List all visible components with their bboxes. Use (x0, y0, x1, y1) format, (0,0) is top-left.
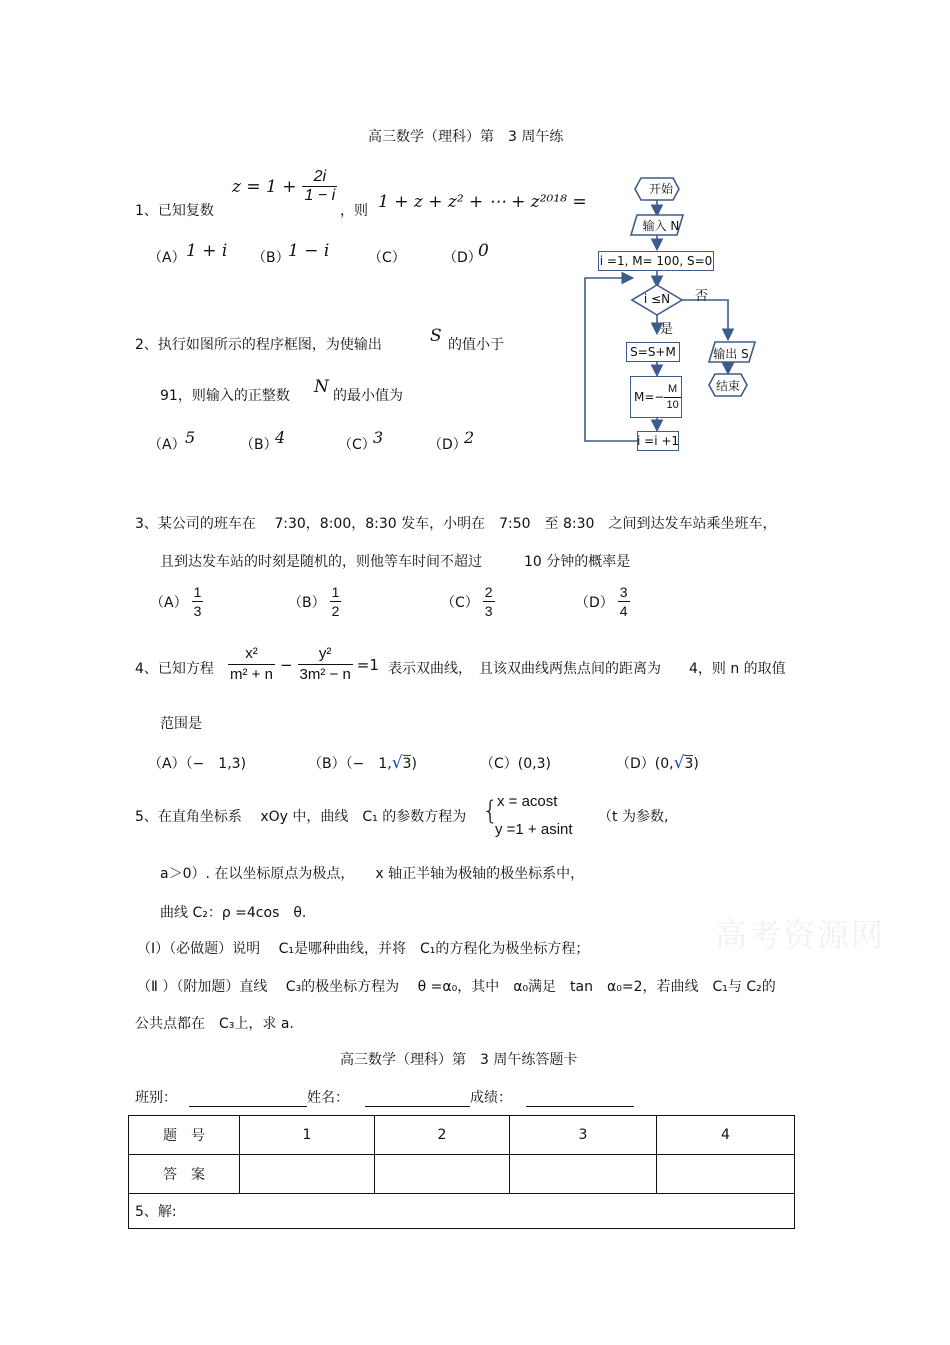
flowchart-step-divide (630, 376, 682, 418)
flowchart-step-divide-frac (664, 382, 680, 413)
q4-option-b-label: （B） (308, 756, 346, 772)
q4-option-b-value: （− 1, (345, 756, 392, 772)
flowchart-no-label: 否 (695, 289, 709, 304)
table-header-cell: 3 (510, 1116, 657, 1155)
table-row (129, 1116, 795, 1155)
score-field[interactable] (526, 1092, 634, 1107)
class-field[interactable] (189, 1092, 307, 1107)
frac-num: 2 (484, 584, 493, 600)
flowchart-init: i =1, M= 100, S=0 (598, 251, 714, 271)
q4-frac-y (298, 644, 353, 685)
frac-num: 1 (331, 584, 340, 600)
q1-option-d-value: 0 (478, 241, 489, 261)
answer-cell-1[interactable] (240, 1155, 375, 1194)
q4-option-c (480, 753, 551, 773)
q4-option-b-radicand: 3 (402, 756, 412, 772)
answer-table (128, 1115, 795, 1229)
q3-option-d-frac (618, 583, 630, 620)
q3-option-a-frac (192, 583, 204, 620)
q4-option-d-value: (0, (654, 756, 674, 772)
answer-cell-4[interactable] (657, 1155, 795, 1194)
q3-option-c (441, 583, 495, 620)
q1-frac-den: 1 − i (304, 187, 336, 204)
q1-option-c-label: （C） (368, 250, 406, 266)
q4-option-d-tail: ) (693, 756, 699, 772)
frac-num: 3 (619, 584, 628, 600)
name-field[interactable] (365, 1092, 470, 1107)
q2-option-c-label: （C） (338, 437, 376, 453)
q1-option-b-value: 1 − i (288, 241, 330, 261)
class-label: 班别： (135, 1090, 177, 1106)
table-row (129, 1155, 795, 1194)
answer-card-info (135, 1087, 634, 1107)
q1-sum: 1 + z + z² + ⋯ + z²⁰¹⁸ = (378, 192, 587, 212)
answer-cell-2[interactable] (375, 1155, 510, 1194)
flowchart-frac-den: 10 (666, 398, 679, 411)
q2-option-b-label: （B） (240, 437, 278, 453)
q1-option-a-value: 1 + i (186, 241, 228, 261)
frac-den: m² + n (230, 666, 273, 683)
q5-eq2: y =1 + asint (495, 821, 573, 838)
frac-den: 4 (619, 603, 628, 619)
frac-num: x² (228, 644, 275, 665)
q5-param: （t 为参数, (598, 809, 669, 825)
score-label: 成绩： (470, 1090, 512, 1106)
q1-option-a-label: （A） (148, 250, 186, 266)
frac-den: 3 (484, 603, 493, 619)
q2-option-d-value: 2 (464, 428, 475, 447)
q4-option-b (308, 753, 417, 773)
frac-den: 2 (331, 603, 340, 619)
q2-option-c-value: 3 (373, 428, 384, 447)
q1-option-d-label: （D） (443, 250, 482, 266)
answer-cell-3[interactable] (510, 1155, 657, 1194)
q4-option-d-label: （D） (616, 756, 655, 772)
flowchart-yes-label: 是 (660, 322, 674, 337)
sqrt-icon: √ (673, 753, 685, 773)
q4-equation (228, 644, 379, 685)
q4-option-b-tail: ) (411, 756, 417, 772)
q3-option-b-label: （B） (288, 594, 326, 611)
answer-card-title: 高三数学（理科）第 3 周午练答题卡 (340, 1052, 578, 1068)
q4-option-a-label: （A） (148, 756, 186, 772)
solution-cell[interactable]: 5、解: (129, 1194, 795, 1229)
q2-line1: 2、执行如图所示的程序框图，为使输出 (135, 337, 382, 353)
answer-row-label: 答 案 (129, 1155, 240, 1194)
flowchart-step-divide-lhs: M=− (634, 390, 665, 404)
q5-part1: （Ⅰ）（必做题）说明 C₁是哪种曲线，并将 C₁的方程化为极坐标方程； (137, 941, 590, 957)
q5-line2: a＞0）. 在以坐标原点为极点， x 轴正半轴为极轴的极坐标系中， (160, 866, 585, 882)
q3-option-d (575, 583, 630, 620)
frac-den: 3m² − n (299, 666, 351, 683)
q2-option-b-value: 4 (275, 428, 286, 447)
table-row (129, 1194, 795, 1229)
q3-option-a (150, 583, 203, 620)
q1-z-def: z = 1 + (232, 176, 297, 197)
q4-option-a (148, 753, 246, 773)
q3-option-c-frac (483, 583, 495, 620)
q1-then: ，则 (340, 203, 368, 219)
q4-line2: 范围是 (160, 716, 202, 732)
name-label: 姓名： (307, 1090, 349, 1106)
q3-option-b-frac (330, 583, 342, 620)
flowchart-start: 开始 (648, 182, 673, 196)
table-header-cell: 4 (657, 1116, 795, 1155)
q5-part2: （Ⅱ ）（附加题）直线 C₃的极坐标方程为 θ =α₀，其中 α₀满足 tan α₀=2，若曲线 C₁与 C₂的 (137, 979, 776, 995)
q3-option-a-label: （A） (150, 594, 188, 611)
q2-option-a-label: （A） (148, 437, 186, 453)
flowchart-step-increment: i =i +1 (637, 431, 679, 451)
q2-var-n: N (314, 377, 329, 397)
flowchart-frac-num: M (664, 382, 680, 398)
table-header-cell: 题 号 (129, 1116, 240, 1155)
flowchart-condition: i ≤N (643, 292, 671, 306)
page-title: 高三数学（理科）第 3 周午练 (368, 129, 564, 145)
watermark: 高考资源网 (715, 916, 886, 954)
table-header-cell: 1 (240, 1116, 375, 1155)
q4-frac-x (228, 644, 275, 685)
q1-option-b-label: （B） (252, 250, 290, 266)
flowchart-input: 输入 N (642, 219, 680, 233)
table-header-cell: 2 (375, 1116, 510, 1155)
frac-num: y² (298, 644, 353, 665)
q5-lead: 5、在直角坐标系 xOy 中，曲线 C₁ 的参数方程为 (135, 809, 467, 825)
brace-icon: { (482, 796, 499, 826)
q4-option-a-value: （− 1,3) (185, 756, 247, 772)
q4-text: 表示双曲线， 且该双曲线两焦点间的距离为 4，则 n 的取值 (388, 661, 786, 677)
q2-line2: 91，则输入的正整数 (160, 388, 290, 404)
q3-option-d-label: （D） (575, 594, 614, 611)
q4-option-c-value: (0,3) (517, 756, 551, 772)
q2-line1-end: 的值小于 (448, 337, 504, 353)
sqrt-icon: √ (391, 753, 403, 773)
q4-minus: − (279, 655, 293, 674)
q3-line2: 且到达发车站的时刻是随机的，则他等车时间不超过 10 分钟的概率是 (160, 554, 631, 570)
q5-part2b: 公共点都在 C₃上，求 a. (135, 1016, 294, 1032)
q4-eq: =1 (356, 655, 379, 674)
q4-lead: 4、已知方程 (135, 661, 214, 677)
flowchart-step-sum: S=S+M (626, 342, 680, 362)
q3-option-b (288, 583, 341, 620)
q1-z-definition (232, 168, 337, 205)
q2-option-a-value: 5 (185, 428, 196, 447)
q2-line2-end: 的最小值为 (333, 388, 403, 404)
q1-frac-num: 2i (302, 168, 337, 187)
q4-option-d-radicand: 3 (684, 756, 694, 772)
frac-num: 1 (193, 584, 202, 600)
q2-var-s: S (430, 326, 442, 346)
q1-lead: 1、已知复数 (135, 203, 214, 219)
q3-option-c-label: （C） (441, 594, 479, 611)
q3-line1: 3、某公司的班车在 7:30，8:00，8:30 发车，小明在 7:50 至 8:30 之间到达发车站乘坐班车， (135, 516, 777, 532)
frac-den: 3 (193, 603, 202, 619)
q4-option-c-label: （C） (480, 756, 518, 772)
q4-option-d (616, 753, 699, 773)
q5-eq1: x = acost (497, 793, 558, 810)
q5-line3: 曲线 C₂：ρ =4cos θ． (160, 905, 316, 921)
flowchart-output: 输出 S (713, 347, 749, 361)
q1-fraction (302, 168, 337, 205)
flowchart-end: 结束 (715, 379, 740, 393)
q2-option-d-label: （D） (428, 437, 467, 453)
